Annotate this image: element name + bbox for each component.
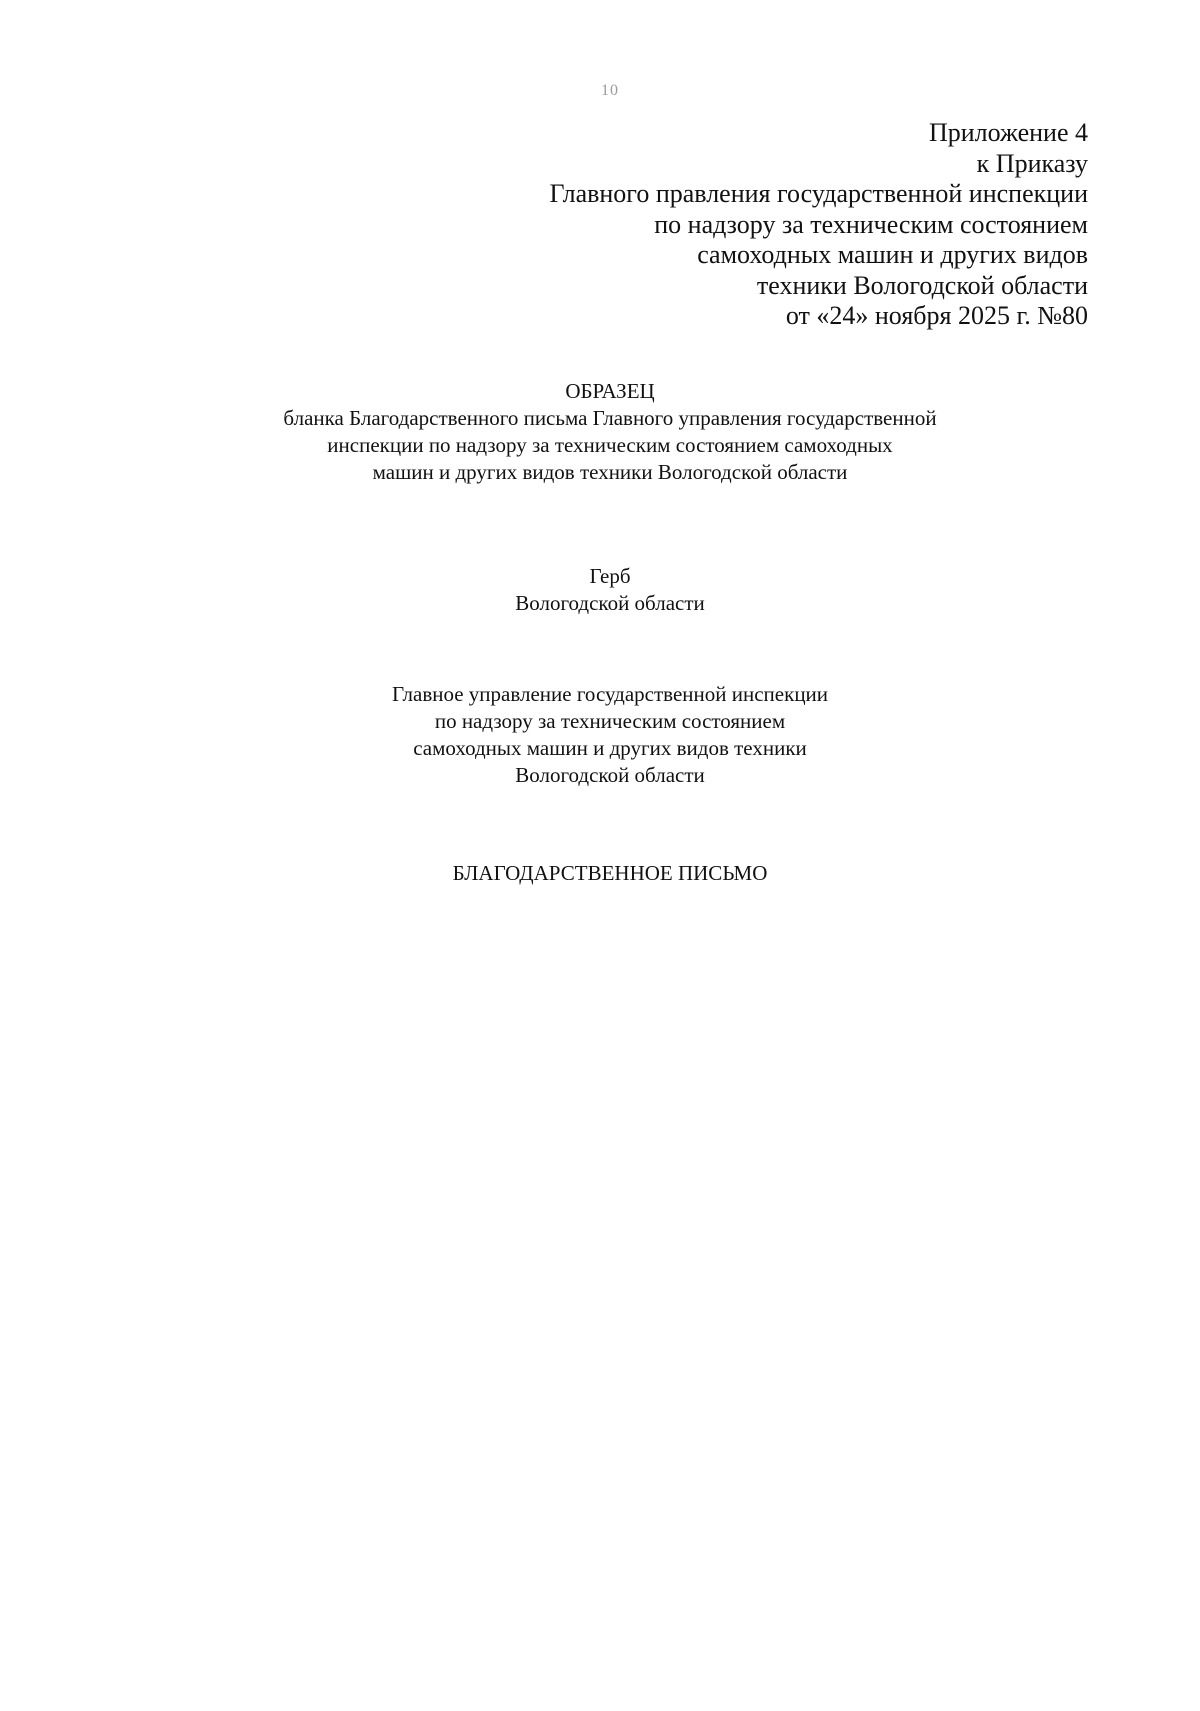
sample-line: инспекции по надзору за техническим состоянием самоходных xyxy=(327,433,893,457)
organization-line: Вологодской области xyxy=(515,763,705,787)
organization-name xyxy=(0,681,1200,789)
sample-description xyxy=(0,378,1200,486)
appendix-line: самоходных машин и других видов xyxy=(697,240,1088,269)
organization-line: по надзору за техническим состоянием xyxy=(434,709,786,733)
appendix-header xyxy=(368,118,1088,332)
coat-of-arms-line: Вологодской области xyxy=(515,591,705,615)
sample-line: машин и других видов техники Вологодской области xyxy=(372,460,848,484)
appendix-line: к Приказу xyxy=(976,148,1088,178)
appendix-line: от «24» ноября 2025 г. №80 xyxy=(785,301,1088,330)
appendix-line: Главного правления государственной инспекции xyxy=(549,179,1088,208)
organization-line: самоходных машин и других видов техники xyxy=(413,736,807,760)
coat-of-arms-placeholder xyxy=(0,563,1200,617)
coat-of-arms-line: Герб xyxy=(589,564,631,588)
page-number: 10 xyxy=(601,82,619,99)
appendix-line: техники Вологодской области xyxy=(756,270,1088,300)
letter-title: БЛАГОДАРСТВЕННОЕ ПИСЬМО xyxy=(452,861,768,885)
sample-line: бланка Благодарственного письма Главного управления государственной xyxy=(283,406,937,430)
appendix-line: по надзору за техническим состоянием xyxy=(654,209,1088,239)
organization-line: Главное управление государственной инспекции xyxy=(391,682,829,706)
sample-heading: ОБРАЗЕЦ xyxy=(565,379,655,403)
appendix-line: Приложение 4 xyxy=(928,118,1088,147)
